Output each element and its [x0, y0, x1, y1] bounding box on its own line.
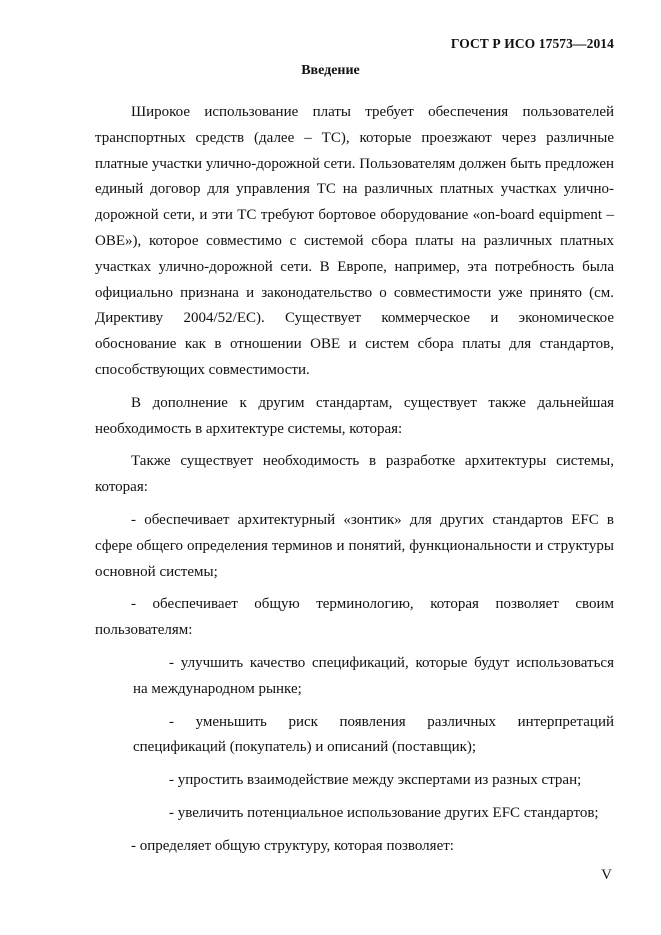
list-item: - определяет общую структуру, которая позволяет: — [131, 837, 454, 854]
list-item: - обеспечивает общую терминологию, которая позволяет своим пользователям: — [95, 596, 614, 639]
list-item: - обеспечивает архитектурный «зонтик» для других стандартов EFC в сфере общего определения терминов и понятий, функциональности и структуры основной системы; — [95, 511, 614, 580]
document-code-header: ГОСТ Р ИСО 17573—2014 — [450, 36, 614, 51]
paragraph: В дополнение к другим стандартам, существует также дальнейшая необходимость в архитектуре системы, которая: — [95, 394, 614, 437]
sub-list-item: - улучшить качество спецификаций, которые будут использоваться на международном рынке; — [133, 654, 614, 697]
paragraph: Также существует необходимость в разработке архитектуры системы, которая: — [95, 453, 614, 496]
sub-list-item: - увеличить потенциальное использование других EFC стандартов; — [169, 804, 599, 821]
sub-list-item: - упростить взаимодействие между экспертами из разных стран; — [169, 772, 582, 789]
document-body — [95, 100, 614, 860]
section-title: Введение — [301, 63, 360, 78]
page-number: V — [601, 867, 612, 883]
paragraph: Широкое использование платы требует обеспечения пользователей транспортных средств (далее – ТС), которые проезжают через различные платные участки улично-дорожной сети. Пользователям должен быть предложен единый договор для управления ТС на различных платных участках улично-дорожной сети, и эти ТС требуют бортовое оборудование «on-board equipment – OBE»), которое совместимо с системой сбора платы на различных платных участках улично-дорожной сети. В Европе, например, эта потребность была официально признана и законодательство о совместимости уже принято (см. Директиву 2004/52/EC). Существует коммерческое и экономическое обоснование как в отношении OBE и систем сбора платы для стандартов, способствующих совместимости. — [95, 104, 615, 378]
sub-list-item: - уменьшить риск появления различных интерпретаций спецификаций (покупатель) и описаний (поставщик); — [133, 713, 614, 756]
